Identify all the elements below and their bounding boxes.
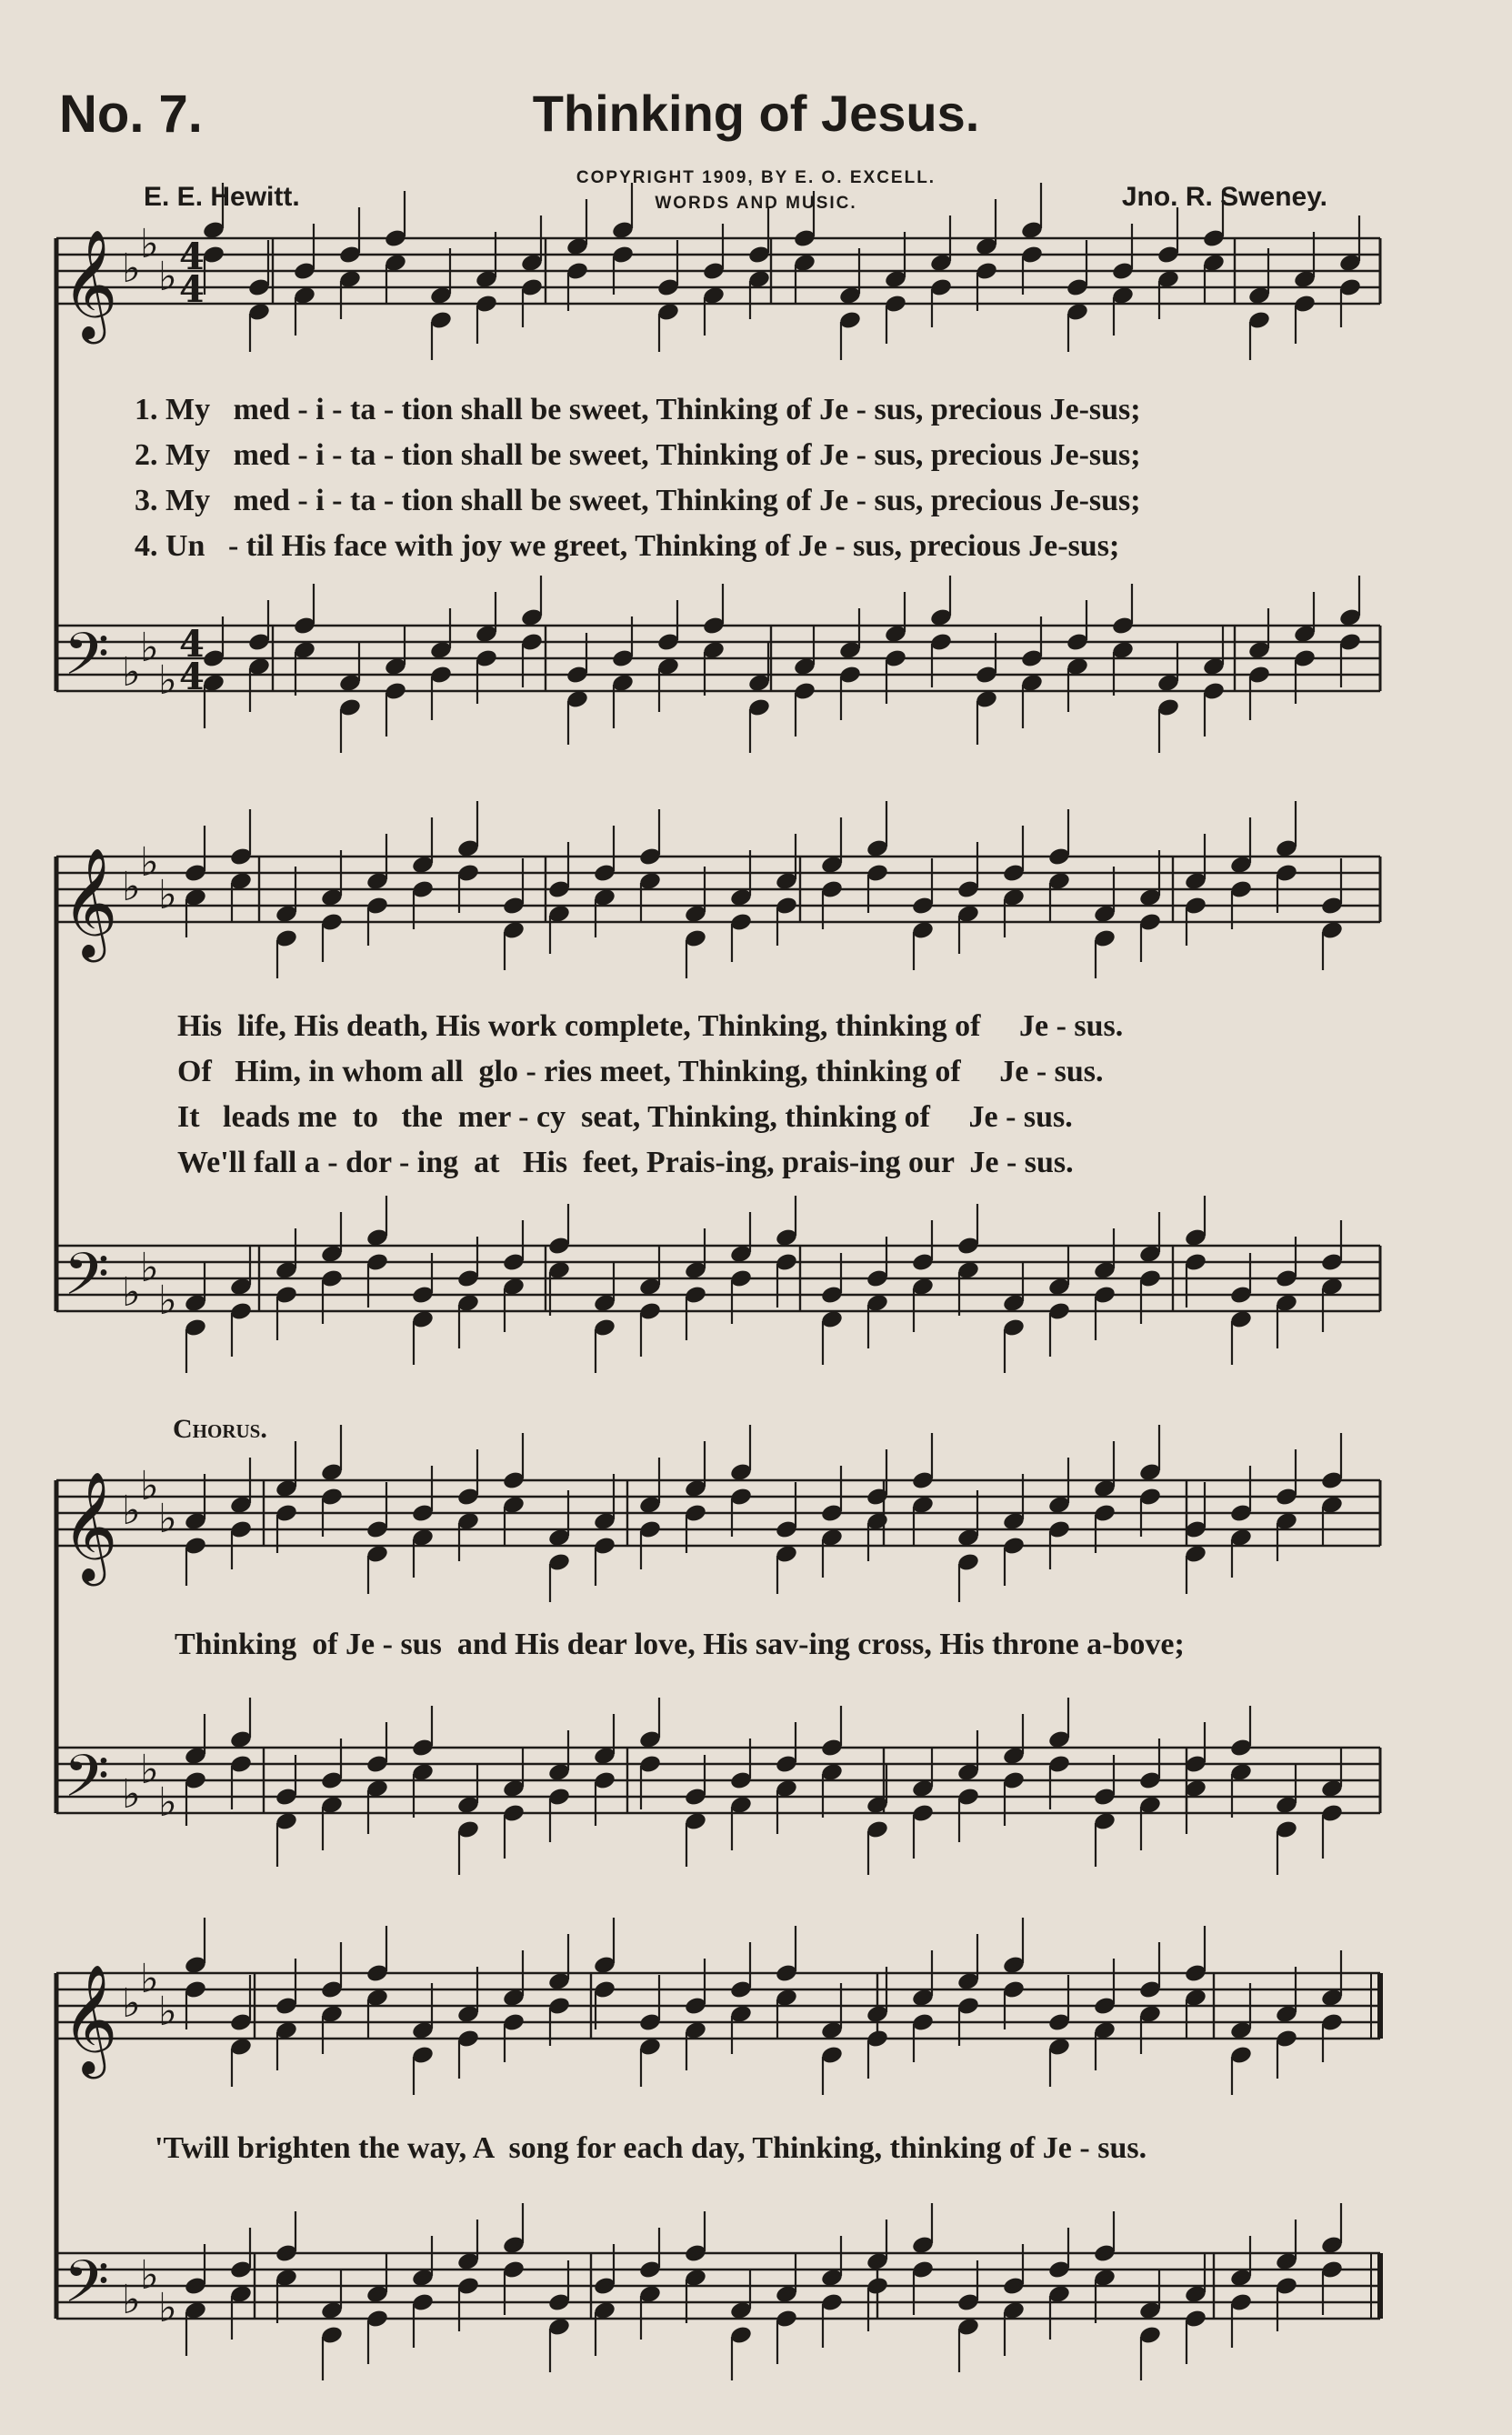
- flat-sign-icon: ♭: [140, 1956, 159, 2002]
- flat-sign-icon: ♭: [158, 1779, 177, 1826]
- copyright-line-1: COPYRIGHT 1909, BY E. O. EXCELL.: [576, 168, 936, 187]
- verse-1-line-b: His life, His death, His work complete, Thinking, thinking of Je - sus.: [177, 1009, 1124, 1043]
- chorus-label: Chorus.: [173, 1414, 267, 1444]
- bass-clef-icon: 𝄢: [64, 1241, 110, 1323]
- flat-sign-icon: ♭: [122, 1771, 141, 1818]
- verse-4-line-b: We'll fall a - dor - ing at His feet, Prais-ing, prais-ing our Je - sus.: [177, 1146, 1074, 1179]
- flat-sign-icon: ♭: [122, 1488, 141, 1534]
- flat-sign-icon: ♭: [158, 1278, 177, 1324]
- flat-sign-icon: ♭: [140, 1747, 159, 1793]
- verse-1-line-a: 1. My med - i - ta - tion shall be sweet, Thinking of Je - sus, precious Je-sus;: [135, 393, 1141, 426]
- flat-sign-icon: ♭: [158, 2285, 177, 2331]
- flat-sign-icon: ♭: [122, 246, 141, 292]
- verse-lyrics-system-2: [177, 1009, 1123, 1191]
- chorus-lyric-line-1: Thinking of Je - sus and His dear love, His sav-ing cross, His throne a-bove;: [175, 1628, 1185, 1661]
- verse-4-line-a: 4. Un - til His face with joy we greet, Thinking of Je - sus, precious Je-sus;: [135, 529, 1120, 563]
- hymn-title: Thinking of Jesus.: [532, 85, 980, 142]
- hymn-number: No. 7.: [59, 85, 203, 144]
- treble-clef-icon: 𝄞: [62, 228, 118, 339]
- flat-sign-icon: ♭: [140, 221, 159, 267]
- flat-sign-icon: ♭: [158, 254, 177, 300]
- flat-sign-icon: ♭: [122, 649, 141, 696]
- flat-sign-icon: ♭: [140, 1245, 159, 1291]
- treble-clef-icon: 𝄞: [62, 1470, 118, 1581]
- flat-sign-icon: ♭: [140, 625, 159, 671]
- verse-2-line-a: 2. My med - i - ta - tion shall be sweet, Thinking of Je - sus, precious Je-sus;: [135, 438, 1141, 472]
- flat-sign-icon: ♭: [140, 839, 159, 886]
- flat-sign-icon: ♭: [158, 657, 177, 704]
- verse-3-line-b: It leads me to the mer - cy seat, Thinking, thinking of Je - sus.: [177, 1100, 1073, 1134]
- verse-2-line-b: Of Him, in whom all glo - ries meet, Thinking, thinking of Je - sus.: [177, 1055, 1104, 1088]
- flat-sign-icon: ♭: [158, 1989, 177, 2035]
- treble-clef-icon: 𝄞: [62, 847, 118, 957]
- bass-clef-icon: 𝄢: [64, 621, 110, 703]
- time-signature-bottom: 4: [179, 656, 205, 698]
- flat-sign-icon: ♭: [122, 1980, 141, 2027]
- copyright-line-2: WORDS AND MUSIC.: [655, 194, 857, 213]
- time-signature-top: 4: [179, 235, 205, 278]
- flat-sign-icon: ♭: [140, 2252, 159, 2299]
- bass-clef-icon: 𝄢: [64, 1743, 110, 1825]
- flat-sign-icon: ♭: [140, 1463, 159, 1509]
- chorus-lyric-line-2: 'Twill brighten the way, A song for each day, Thinking, thinking of Je - sus.: [155, 2131, 1147, 2165]
- time-signature-bottom: 4: [179, 268, 205, 311]
- flat-sign-icon: ♭: [122, 864, 141, 910]
- composer: Jno. R. Sweney.: [1121, 182, 1327, 212]
- lyricist: E. E. Hewitt.: [144, 182, 300, 212]
- time-signature-top: 4: [179, 623, 205, 666]
- flat-sign-icon: ♭: [122, 1269, 141, 1316]
- treble-clef-icon: 𝄞: [62, 1963, 118, 2074]
- flat-sign-icon: ♭: [158, 1496, 177, 1542]
- verse-lyrics-system-1: [135, 393, 1141, 575]
- verse-3-line-a: 3. My med - i - ta - tion shall be sweet, Thinking of Je - sus, precious Je-sus;: [135, 484, 1141, 517]
- flat-sign-icon: ♭: [122, 2277, 141, 2323]
- bass-clef-icon: 𝄢: [64, 2249, 110, 2330]
- flat-sign-icon: ♭: [158, 872, 177, 918]
